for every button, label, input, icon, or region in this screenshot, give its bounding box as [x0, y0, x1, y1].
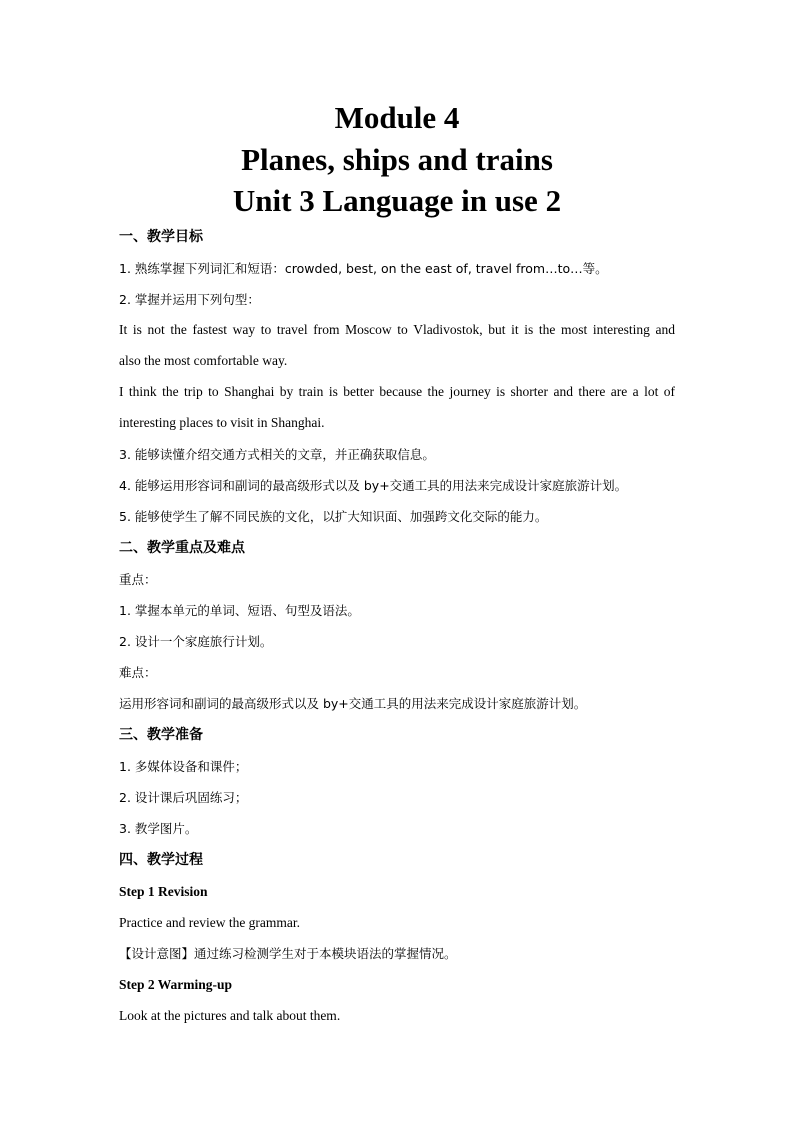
section-heading-objectives: 一、教学目标 [119, 229, 203, 245]
section-heading-key-points: 二、教学重点及难点 [119, 540, 245, 556]
step-2-text: Look at the pictures and talk about them. [119, 1008, 341, 1023]
objective-item-5: 5. 能够使学生了解不同民族的文化，以扩大知识面、加强跨文化交际的能力。 [119, 509, 548, 524]
step-1-text: Practice and review the grammar. [119, 915, 301, 930]
key-points-label: 重点： [119, 572, 157, 587]
section-heading-procedure: 四、教学过程 [119, 852, 203, 868]
step-1-design-intent: 【设计意图】通过练习检测学生对于本模块语法的掌握情况。 [119, 946, 457, 961]
preparation-item-1: 1. 多媒体设备和课件； [119, 759, 248, 774]
step-2-title: Step 2 Warming-up [119, 977, 233, 992]
key-point-2: 2. 设计一个家庭旅行计划。 [119, 634, 273, 649]
unit-title: Unit 3 Language in use 2 [232, 183, 562, 218]
objective-item-1: 1. 熟练掌握下列词汇和短语：crowded, best, on the east of, travel from…to…等。 [119, 261, 608, 276]
sentence-pattern-1-line2: also the most comfortable way. [119, 353, 288, 368]
objective-item-3: 3. 能够读懂介绍交通方式相关的文章，并正确获取信息。 [119, 447, 435, 462]
section-heading-preparation: 三、教学准备 [119, 727, 203, 743]
objective-item-2: 2. 掌握并运用下列句型： [119, 292, 260, 307]
sentence-pattern-1-line1: It is not the fastest way to travel from Moscow to Vladivostok, but it is the most interesting and [119, 322, 675, 337]
key-point-1: 1. 掌握本单元的单词、短语、句型及语法。 [119, 603, 360, 618]
objective-item-4: 4. 能够运用形容词和副词的最高级形式以及 by+交通工具的用法来完成设计家庭旅游计划。 [119, 478, 628, 493]
module-title: Module 4 [334, 100, 460, 135]
sentence-pattern-2-line1: I think the trip to Shanghai by train is better because the journey is shorter and there are a lot of [119, 384, 675, 399]
step-1-title: Step 1 Revision [119, 884, 208, 899]
module-subtitle: Planes, ships and trains [241, 142, 553, 177]
difficulty-point-1: 运用形容词和副词的最高级形式以及 by+交通工具的用法来完成设计家庭旅游计划。 [119, 696, 587, 711]
preparation-item-2: 2. 设计课后巩固练习； [119, 790, 248, 805]
sentence-pattern-2-line2: interesting places to visit in Shanghai. [119, 415, 325, 430]
difficulty-label: 难点： [119, 665, 157, 680]
preparation-item-3: 3. 教学图片。 [119, 821, 198, 836]
